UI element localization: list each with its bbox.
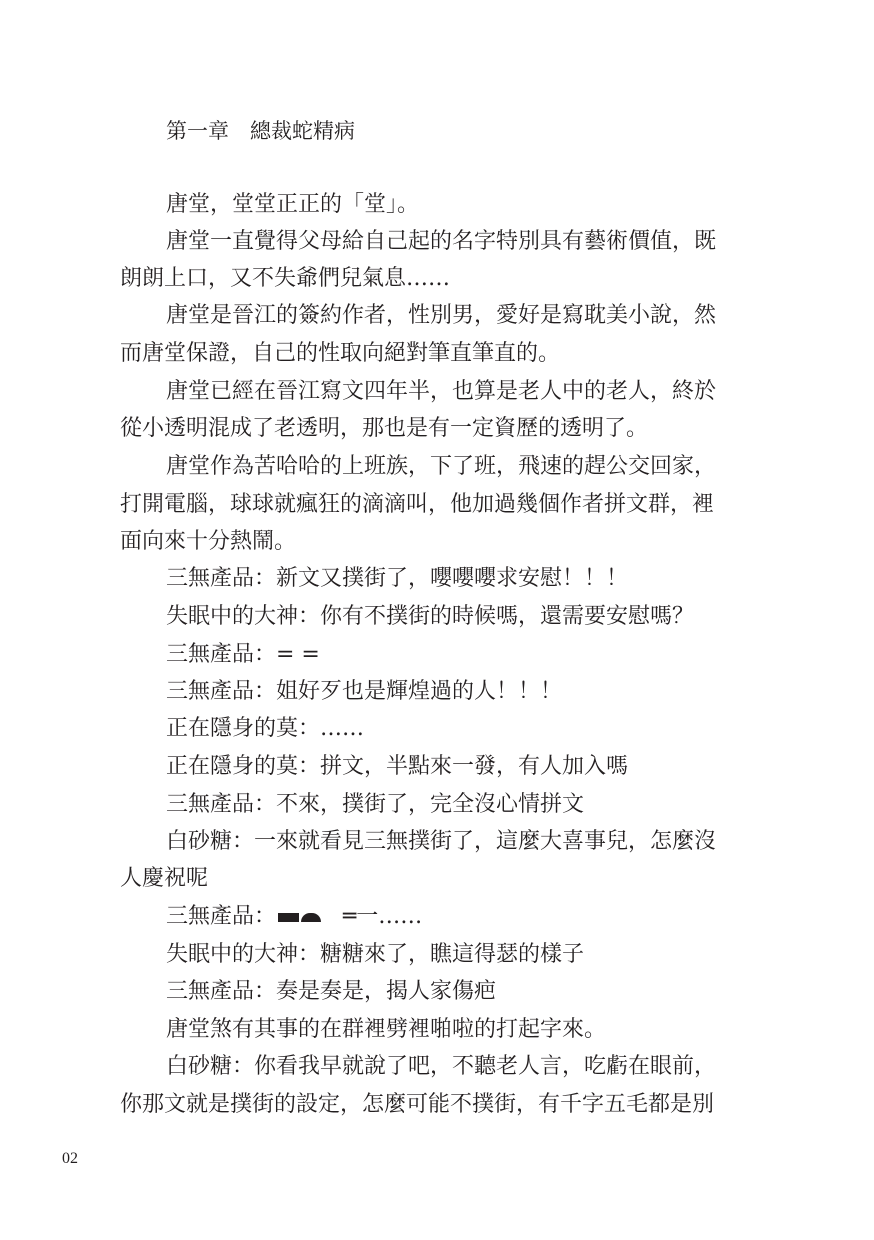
emoticon-arc-glyph [301, 913, 321, 922]
chat-line: 人慶祝呢 [120, 866, 209, 891]
page-number: 02 [62, 1150, 78, 1167]
chat-line: 你那文就是撲街的設定，怎麼可能不撲街，有千字五毛都是別 [120, 1092, 715, 1117]
chat-line: 正在隱身的莫：拼文，半點來一發，有人加入嗎 [166, 754, 629, 779]
chat-line: 三無產品：不來，撲街了，完全沒心情拼文 [166, 792, 585, 817]
paragraph-line: 唐堂已經在晉江寫文四年半，也算是老人中的老人，終於 [166, 379, 717, 404]
chat-line: 三無產品：奏是奏是，揭人家傷疤 [166, 979, 497, 1004]
paragraph-line: 唐堂，堂堂正正的「堂」。 [166, 192, 420, 217]
paragraph-line: 面向來十分熱鬧。 [120, 529, 297, 554]
emoticon-tail: ═一…… [343, 904, 423, 929]
chat-line-emoticon [166, 902, 422, 932]
paragraph-line: 唐堂一直覺得父母給自己起的名字特別具有藝術價值，既 [166, 229, 717, 254]
paragraph-line: 唐堂煞有其事的在群裡劈裡啪啦的打起字來。 [166, 1017, 607, 1042]
paragraph-line: 朗朗上口，又不失爺們兒氣息…… [120, 266, 451, 291]
paragraph-line: 而唐堂保證，自己的性取向絕對筆直筆直的。 [120, 341, 561, 366]
chapter-title: 第一章 總裁蛇精病 [166, 119, 355, 143]
emoticon-block-glyph [278, 913, 299, 922]
chat-line: 三無產品：新文又撲街了，嚶嚶嚶求安慰！！！ [166, 566, 629, 591]
chat-line: 白砂糖：一來就看見三無撲街了，這麼大喜事兒，怎麼沒 [166, 829, 717, 854]
paragraph-line: 唐堂是晉江的簽約作者，性別男，愛好是寫耽美小說，然 [166, 303, 717, 328]
chat-line: 三無產品：姐好歹也是輝煌過的人！！！ [166, 679, 563, 704]
chat-line: 失眠中的大神：糖糖來了，瞧這得瑟的樣子 [166, 942, 585, 967]
paragraph-line: 打開電腦，球球就瘋狂的滴滴叫，他加過幾個作者拼文群，裡 [120, 492, 715, 517]
paragraph-line: 唐堂作為苦哈哈的上班族，下了班，飛速的趕公交回家， [166, 454, 717, 479]
paragraph-line: 從小透明混成了老透明，那也是有一定資歷的透明了。 [120, 416, 649, 441]
chat-line: 白砂糖：你看我早就說了吧，不聽老人言，吃虧在眼前， [166, 1054, 717, 1079]
chat-line: 失眠中的大神：你有不撲街的時候嗎，還需要安慰嗎？ [166, 604, 695, 629]
chat-line: 正在隱身的莫：…… [166, 716, 365, 741]
chat-speaker: 三無產品： [166, 904, 277, 929]
chat-line: 三無產品：= = [166, 642, 320, 667]
